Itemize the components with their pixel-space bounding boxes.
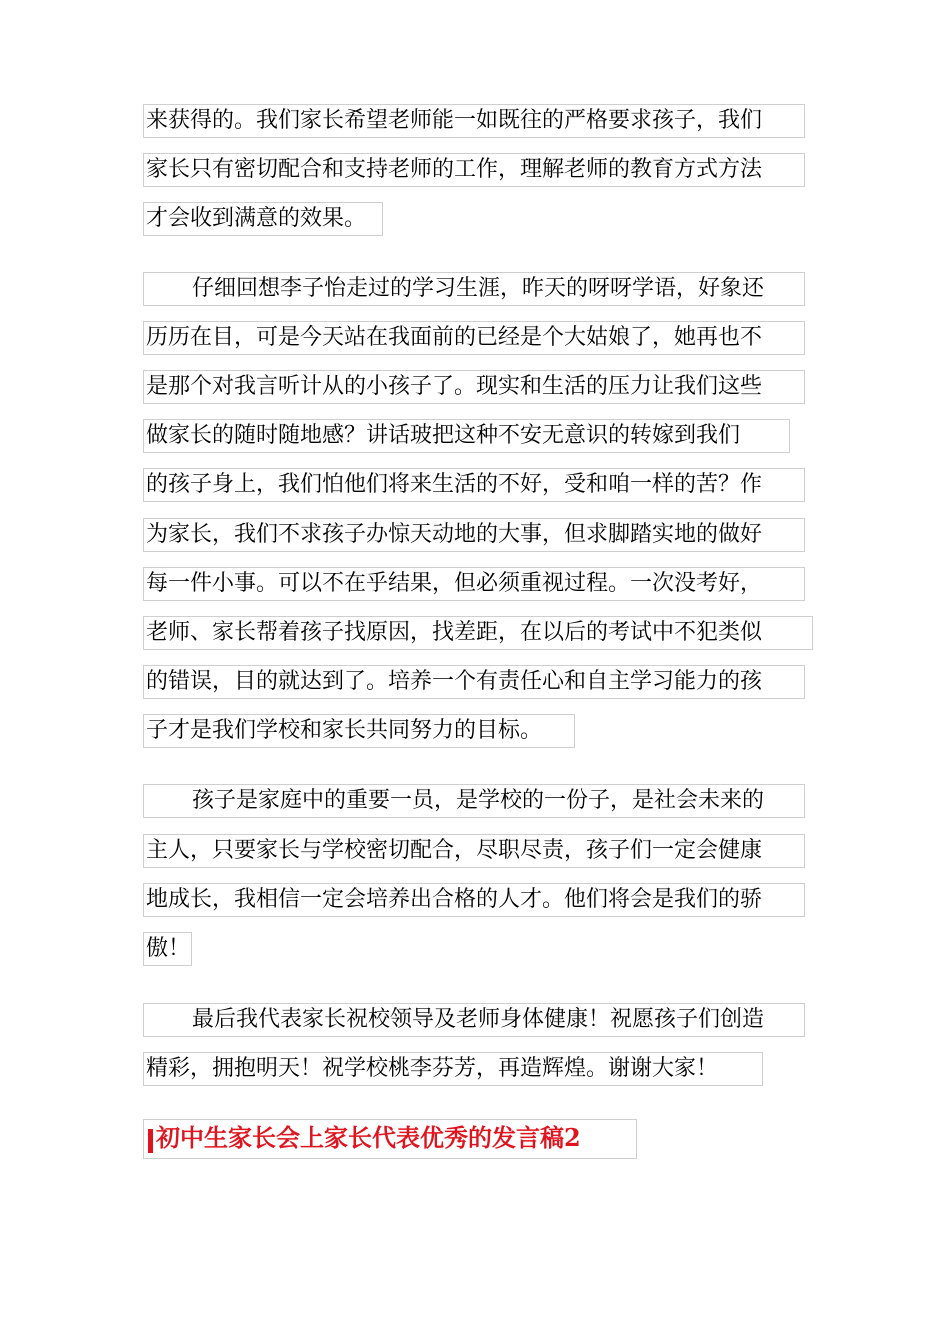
text-line: 的错误，目的就达到了。培养一个有责任心和自主学习能力的孩 (143, 665, 805, 699)
text-line: 孩子是家庭中的重要一员，是学校的一份子，是社会未来的 (143, 784, 805, 818)
text-line: 为家长，我们不求孩子办惊天动地的大事，但求脚踏实地的做好 (143, 518, 805, 552)
text-line: 子才是我们学校和家长共同努力的目标。 (143, 714, 575, 748)
text-line: 历历在目，可是今天站在我面前的已经是个大姑娘了，她再也不 (143, 321, 805, 355)
text-line: 每一件小事。可以不在乎结果，但必须重视过程。一次没考好， (143, 567, 805, 601)
text-line: 是那个对我言听计从的小孩子了。现实和生活的压力让我们这些 (143, 370, 805, 404)
text-line: 最后我代表家长祝校领导及老师身体健康！祝愿孩子们创造 (143, 1003, 805, 1037)
text-line: 傲！ (143, 932, 192, 966)
heading-marker (148, 1129, 153, 1153)
heading-text: 初中生家长会上家长代表优秀的发言稿2 (156, 1123, 581, 1152)
text-line: 老师、家长帮着孩子找原因，找差距，在以后的考试中不犯类似 (143, 616, 813, 650)
text-line: 地成长，我相信一定会培养出合格的人才。他们将会是我们的骄 (143, 883, 805, 917)
text-line: 精彩，拥抱明天！祝学校桃李芬芳，再造辉煌。谢谢大家！ (143, 1052, 763, 1086)
section-heading (143, 1119, 637, 1159)
text-line: 的孩子身上，我们怕他们将来生活的不好，受和咱一样的苦？作 (143, 468, 805, 502)
text-line: 来获得的。我们家长希望老师能一如既往的严格要求孩子，我们 (143, 104, 805, 138)
text-line: 仔细回想李子怡走过的学习生涯，昨天的呀呀学语，好象还 (143, 272, 805, 306)
text-line: 主人，只要家长与学校密切配合，尽职尽责，孩子们一定会健康 (143, 834, 805, 868)
text-line: 才会收到满意的效果。 (143, 202, 383, 236)
text-line: 做家长的随时随地感？讲话玻把这种不安无意识的转嫁到我们 (143, 419, 790, 453)
text-line: 家长只有密切配合和支持老师的工作，理解老师的教育方式方法 (143, 153, 805, 187)
